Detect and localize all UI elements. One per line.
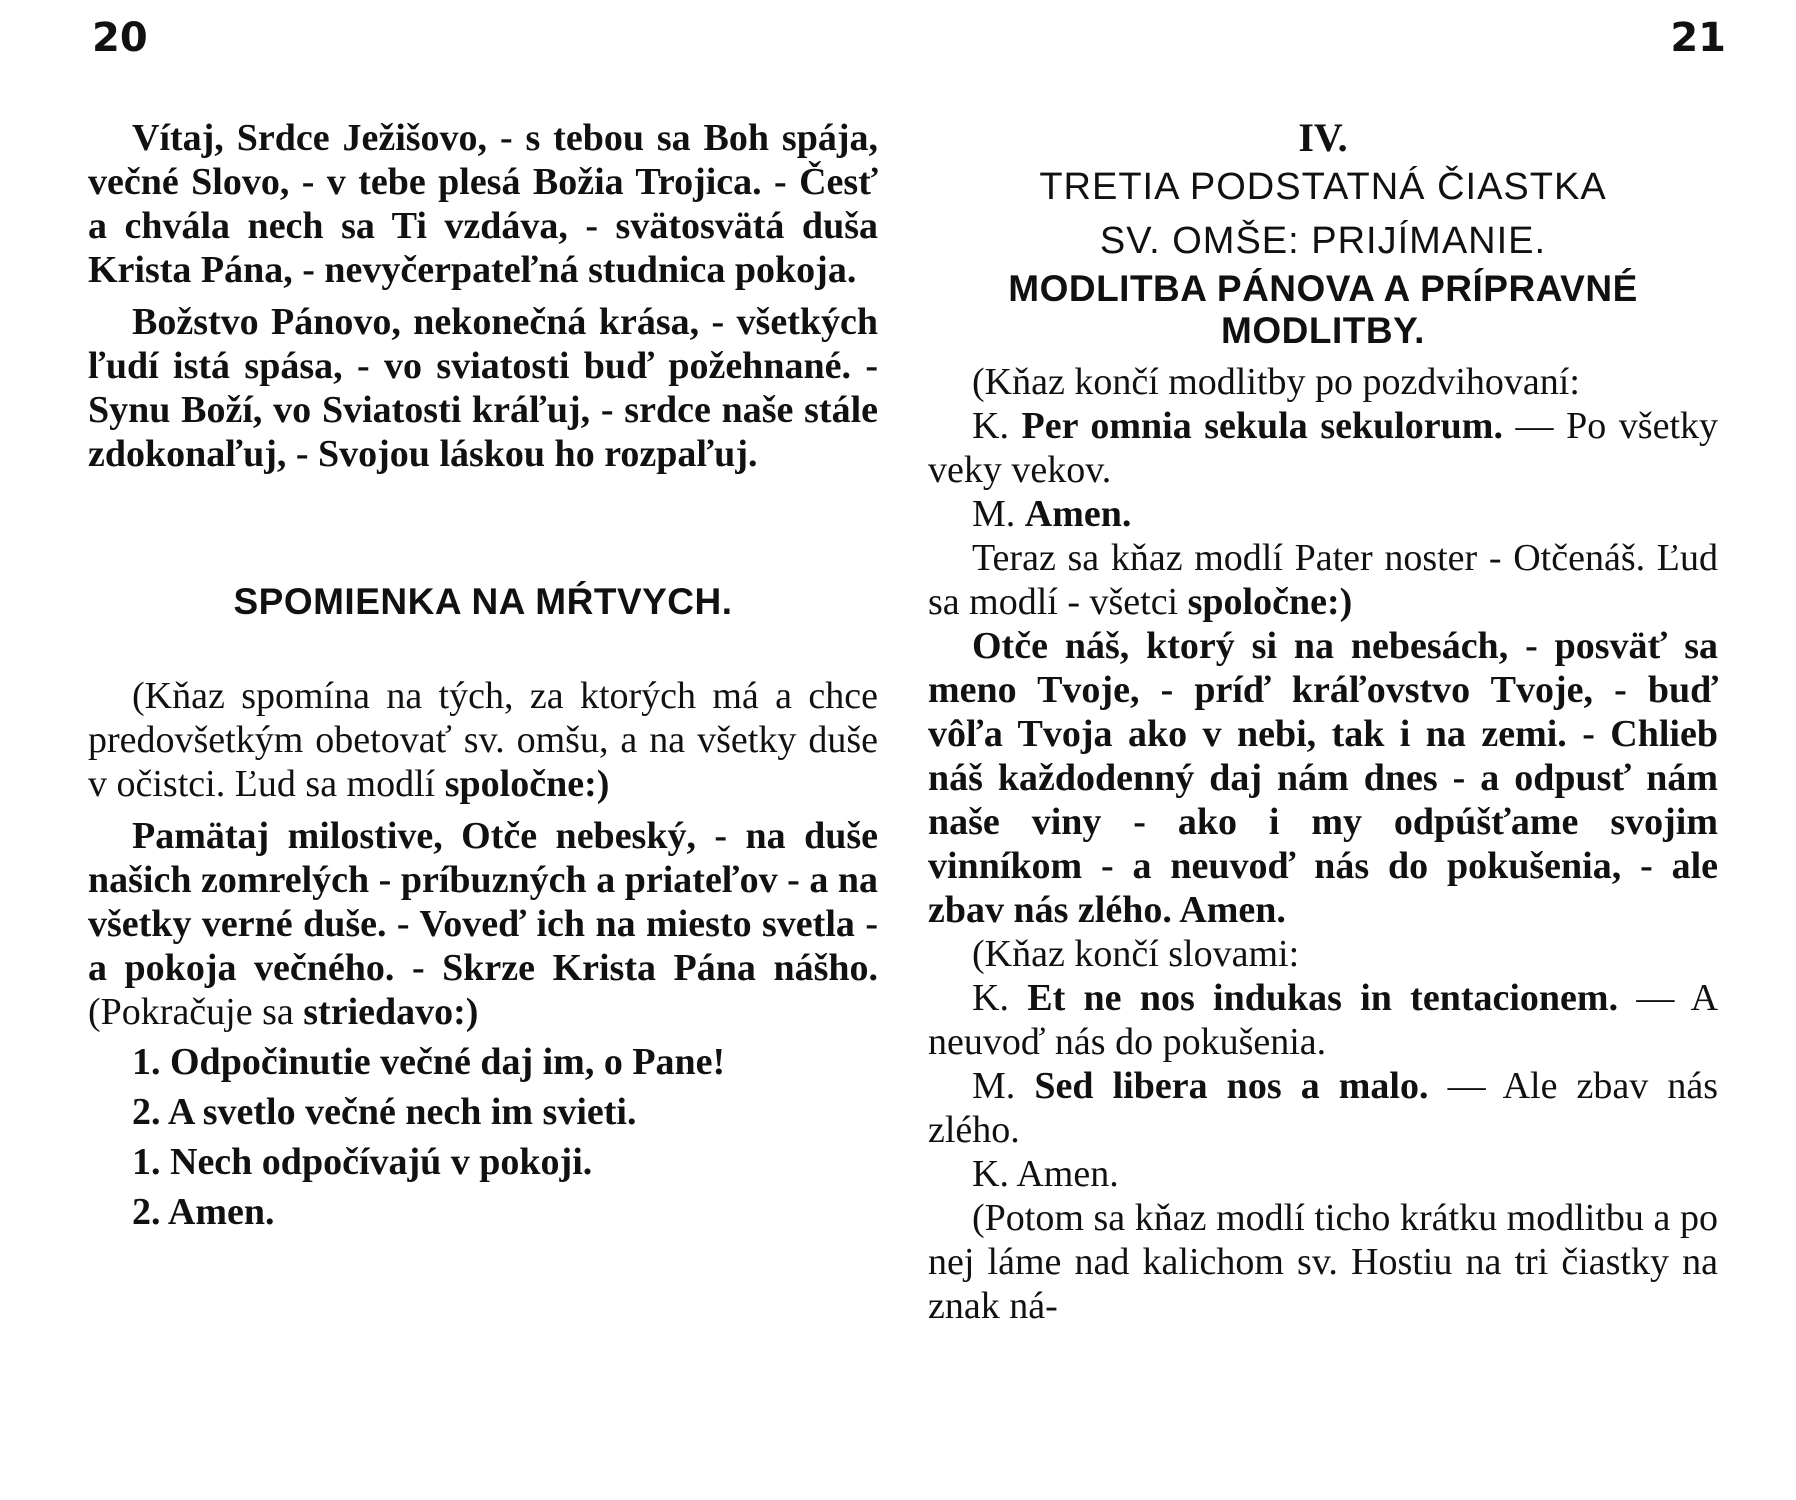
section-number: IV.	[1298, 115, 1348, 160]
response-sed-libera	[928, 1064, 1718, 1152]
rubric-priest-ends-words: (Kňaz končí slovami:	[972, 933, 1300, 975]
rubric-bold: spoločne:)	[1187, 581, 1353, 623]
versicle-translation: — Po všetky veky vekov.	[928, 405, 1719, 491]
hymn-paragraph-1: Vítaj, Srdce Ježišovo, - s tebou sa Boh spája, večné Slovo, - v tebe plesá Božia Trojica. - Česť a chvála nech sa Ti vzdáva, - svätosvätá duša Krista Pána, - nevyčerpateľná studnica pokoja.	[88, 117, 878, 291]
response-label: M.	[972, 1065, 1016, 1107]
hymn-paragraph-2: Božstvo Pánovo, nekonečná krása, - všetkých ľudí istá spása, - vo sviatosti buď požehnané. - Synu Boží, vo Sviatosti kráľuj, - srdce naše stále zdokonaľuj, - Svojou láskou ho rozpaľuj.	[88, 301, 878, 475]
section-heading-remembrance: SPOMIENKA NA MŔTVYCH.	[233, 581, 733, 622]
response-latin: Sed libera nos a malo.	[1034, 1065, 1429, 1107]
versicle-latin: Et ne nos indukas in tentacionem.	[1027, 977, 1619, 1019]
versicle-label: K.	[972, 977, 1009, 1019]
section-title-line-2: SV. OMŠE: PRIJÍMANIE.	[1099, 220, 1547, 262]
section-title-line-1: TRETIA PODSTATNÁ ČIASTKA	[1039, 166, 1607, 208]
versicle-amen: K. Amen.	[972, 1153, 1119, 1195]
rubric-bold: spoločne:)	[444, 763, 610, 805]
response-text: Amen.	[1024, 493, 1132, 535]
rubric-remembrance	[88, 674, 878, 806]
page-number-left: 20	[92, 15, 148, 61]
prayer-text: Pamätaj milostive, Otče nebeský, - na duše našich zomrelých - príbuzných a priateľov - a na všetky verné duše. - Voveď ich na miesto svetla - a pokoja večného. - Skrze Krista Pána nášho.	[88, 815, 878, 989]
rubric-pater-noster	[928, 536, 1718, 624]
rubric-text: (Kňaz spomína na tých, za ktorých má a chce predovšetkým obetovať sv. omšu, a na všetky duše v očistci. Ľud sa modlí	[88, 675, 878, 805]
list-item: 1. Odpočinutie večné daj im, o Pane!	[132, 1041, 726, 1083]
list-item: 2. Amen.	[132, 1191, 275, 1233]
versicle-latin: Per omnia sekula sekulorum.	[1021, 405, 1503, 447]
list-item: 2. A svetlo večné nech im svieti.	[132, 1091, 637, 1133]
responsory-list	[88, 1040, 878, 1234]
versicle-ne-nos-indukas	[928, 976, 1718, 1064]
page-number-right: 21	[1670, 15, 1726, 61]
rubric-priest-ends: (Kňaz končí modlitby po pozdvihovaní:	[972, 361, 1580, 403]
right-page-column	[928, 116, 1718, 1328]
response-label: M.	[972, 493, 1016, 535]
list-item: 1. Nech odpočívajú v pokoji.	[132, 1141, 593, 1183]
prayer-rubric-bold: striedavo:)	[303, 991, 479, 1033]
lords-prayer-text: Otče náš, ktorý si na nebesách, - posväť sa meno Tvoje, - príď kráľovstvo Tvoje, - buď vôľa Tvoja ako v nebi, tak i na zemi. - Chlieb náš každodenný daj nám dnes - a odpusť nám naše viny - ako i my odpúšťame svojim vinníkom - a neuvoď nás do pokušenia, - ale zbav nás zlého. Amen.	[928, 625, 1718, 931]
response-translation: — Ale zbav nás zlého.	[928, 1065, 1719, 1151]
prayer-for-the-dead	[88, 814, 878, 1034]
versicle-label: K.	[972, 405, 1009, 447]
left-page-column	[88, 116, 878, 1234]
prayer-rubric: (Pokračuje sa	[88, 991, 294, 1033]
rubric-text: Teraz sa kňaz modlí Pater noster - Otčenáš. Ľud sa modlí - všetci	[928, 537, 1718, 623]
response-amen	[928, 492, 1718, 536]
rubric-fraction: (Potom sa kňaz modlí ticho krátku modlitbu a po nej láme nad kalichom sv. Hostiu na tri čiastky na znak ná-	[928, 1197, 1718, 1327]
section-heading-lords-prayer: MODLITBA PÁNOVA A PRÍPRAVNÉ MODLITBY.	[1008, 268, 1638, 351]
versicle-translation: — A neuvoď nás do pokušenia.	[928, 977, 1719, 1063]
versicle-per-omnia	[928, 404, 1718, 492]
